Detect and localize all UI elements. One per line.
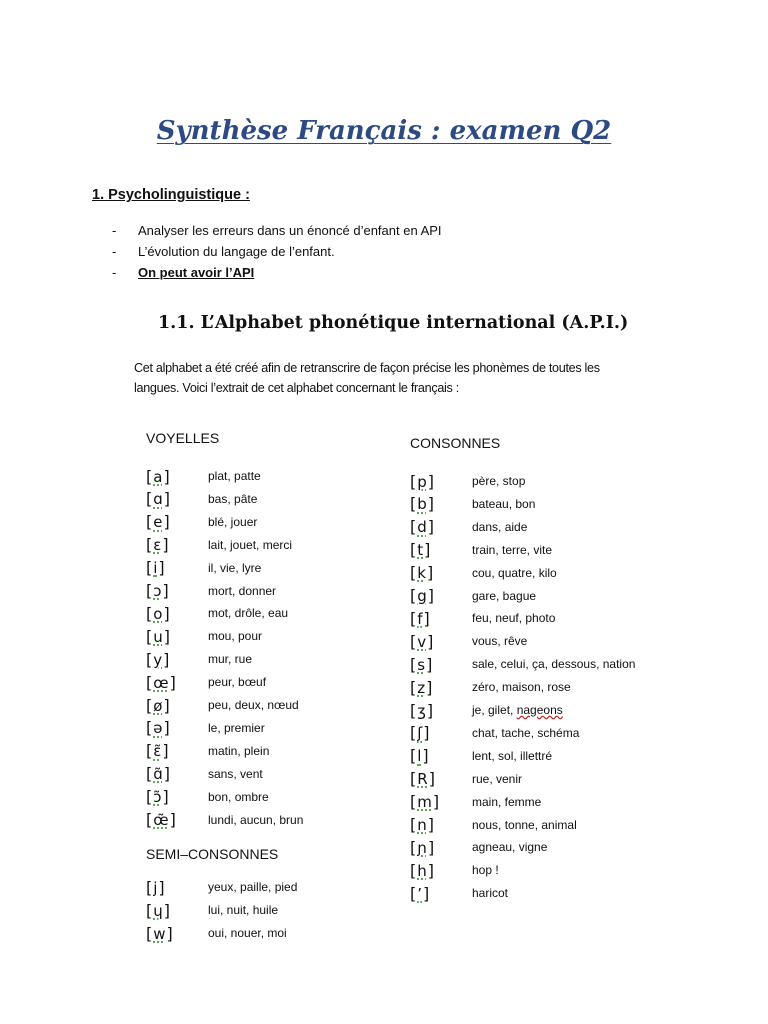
- ipa-symbol: [ɑ]: [146, 489, 171, 509]
- phoneme-row: [410, 470, 525, 492]
- ipa-symbol: [ə]: [146, 718, 170, 738]
- intro-paragraph: Cet alphabet a été créé afin de retranscrire de façon précise les phonèmes de toutes les langues. Voici l’extrait de cet alphabet concernant le français :: [134, 361, 600, 395]
- example-words: lui, nuit, huile: [208, 903, 279, 917]
- phoneme-row: [410, 585, 536, 607]
- phoneme-row: [410, 493, 535, 515]
- phoneme-row: [410, 745, 552, 767]
- example-words: nous, tonne, animal: [472, 817, 577, 832]
- phoneme-row: [146, 511, 257, 533]
- example-words: main, femme: [472, 794, 542, 809]
- phoneme-row: [146, 740, 269, 762]
- example-words: peu, deux, nœud: [208, 698, 299, 712]
- bullet-list: [112, 222, 442, 285]
- phoneme-row: [410, 630, 527, 652]
- example-words: hop !: [472, 863, 499, 878]
- example-words: yeux, paille, pied: [208, 880, 298, 894]
- phoneme-row: [410, 722, 579, 744]
- example-words: train, terre, vite: [472, 542, 553, 557]
- example-words: bateau, bon: [472, 496, 536, 511]
- example-words: chat, tache, schéma: [472, 725, 580, 740]
- example-words: il, vie, lyre: [208, 560, 262, 575]
- example-words: haricot: [472, 886, 509, 901]
- ipa-symbol: [f]: [410, 608, 430, 628]
- ipa-symbol: [ɲ]: [410, 837, 435, 857]
- phoneme-row: [146, 557, 261, 579]
- phoneme-row: [146, 465, 261, 487]
- consonants-heading: CONSONNES: [410, 435, 501, 451]
- ipa-symbol: [h]: [410, 860, 435, 880]
- ipa-symbol: [i]: [146, 558, 165, 578]
- ipa-symbol: [ɥ]: [146, 900, 171, 920]
- phoneme-row: [146, 488, 257, 510]
- phoneme-row: [146, 899, 278, 921]
- phoneme-row: [146, 876, 297, 898]
- phoneme-row: [146, 786, 269, 808]
- ipa-symbol: [a]: [146, 466, 170, 486]
- example-words: mou, pour: [208, 629, 263, 644]
- ipa-symbol: [p]: [410, 471, 435, 491]
- example-words: le, premier: [208, 720, 265, 735]
- example-words: bon, ombre: [208, 789, 269, 804]
- ipa-symbol: [j]: [146, 877, 165, 897]
- ipa-symbol: [u]: [146, 626, 171, 646]
- example-words: lundi, aucun, brun: [208, 812, 304, 827]
- example-words: lent, sol, illettré: [472, 748, 553, 763]
- ipa-symbol: [ɛ]: [146, 535, 169, 555]
- example-words: mort, donner: [208, 583, 277, 598]
- phoneme-row: [146, 922, 287, 944]
- ipa-symbol: [R]: [410, 769, 435, 789]
- phoneme-row: [410, 791, 541, 813]
- ipa-symbol: [k]: [410, 563, 434, 583]
- bullet-item: [112, 243, 442, 264]
- example-words: plat, patte: [208, 469, 261, 483]
- ipa-symbol: [t]: [410, 540, 431, 560]
- ipa-symbol: [n]: [410, 815, 435, 834]
- example-words: dans, aide: [472, 519, 528, 534]
- example-words: oui, nouer, moi: [208, 926, 287, 940]
- ipa-symbol: [o]: [146, 603, 170, 623]
- example-words: zéro, maison, rose: [472, 680, 571, 695]
- example-words: agneau, vigne: [472, 840, 548, 855]
- ipa-symbol: [œ̃]: [146, 810, 176, 829]
- example-words: sans, vent: [208, 766, 263, 781]
- phoneme-row: [410, 607, 555, 629]
- bullet-text: On peut avoir l’API: [138, 265, 255, 280]
- example-words: mot, drôle, eau: [208, 606, 289, 621]
- ipa-symbol: [b]: [410, 494, 435, 514]
- phoneme-row: [410, 814, 577, 836]
- semi-consonants-heading: SEMI–CONSONNES: [146, 846, 279, 862]
- example-words: lait, jouet, merci: [208, 537, 293, 552]
- spelling-flagged-word: nageons: [516, 703, 563, 717]
- ipa-symbol: [œ]: [146, 672, 176, 692]
- example-words: matin, plein: [208, 743, 270, 758]
- phoneme-row: [146, 580, 276, 602]
- example-words: blé, jouer: [208, 514, 258, 529]
- ipa-symbol: [ɑ̃]: [146, 764, 171, 784]
- phoneme-row: [410, 859, 499, 881]
- section-heading: 1. Psycholinguistique :: [92, 187, 250, 203]
- ipa-symbol: [ɛ̃]: [146, 741, 169, 761]
- ipa-symbol: [w]: [146, 923, 173, 943]
- example-words: vous, rêve: [472, 634, 528, 649]
- example-words: cou, quatre, kilo: [472, 565, 557, 580]
- bullet-text: Analyser les erreurs dans un énoncé d’enfant en API: [138, 223, 442, 238]
- ipa-symbol: [g]: [410, 586, 435, 605]
- bullet-item: [112, 264, 442, 285]
- example-words: sale, celui, ça, dessous, nation: [472, 657, 636, 672]
- example-words: rue, venir: [472, 771, 523, 786]
- bullet-item: [112, 222, 442, 243]
- ipa-symbol: [d]: [410, 517, 435, 537]
- ipa-symbol: [ʒ]: [410, 700, 434, 720]
- phoneme-row: [410, 653, 635, 675]
- ipa-symbol: [y]: [146, 649, 170, 669]
- phoneme-row: [410, 562, 557, 584]
- ipa-symbol: [s]: [410, 654, 433, 674]
- phoneme-row: [410, 836, 547, 858]
- phoneme-row: [410, 676, 571, 698]
- phoneme-row: [146, 625, 262, 647]
- phoneme-row: [410, 699, 563, 721]
- phoneme-row: [146, 694, 299, 716]
- example-words: peur, bœuf: [208, 675, 267, 690]
- example-words: mur, rue: [208, 652, 253, 667]
- ipa-symbol: [z]: [410, 677, 433, 697]
- example-words: bas, pâte: [208, 491, 258, 506]
- bullet-dash: -: [112, 244, 117, 259]
- bullet-text: L’évolution du langage de l’enfant.: [138, 244, 335, 259]
- phoneme-row: [146, 648, 252, 670]
- document-title: Synthèse Français : examen Q2: [156, 116, 612, 146]
- phoneme-row: [146, 809, 303, 831]
- example-words: gare, bague: [472, 588, 537, 603]
- ipa-symbol: [e]: [146, 512, 170, 532]
- vowels-heading: VOYELLES: [146, 430, 220, 446]
- ipa-symbol: [ɔ]: [146, 581, 169, 600]
- ipa-symbol: [ʃ]: [410, 723, 430, 743]
- phoneme-row: [410, 882, 508, 904]
- ipa-symbol: [v]: [410, 631, 434, 651]
- bullet-dash: -: [112, 223, 117, 238]
- phoneme-row: [410, 768, 522, 790]
- ipa-symbol: [ø]: [146, 695, 170, 715]
- bullet-dash: -: [112, 265, 117, 280]
- example-words: je, gilet, nageons: [472, 703, 563, 717]
- example-words: feu, neuf, photo: [472, 611, 556, 626]
- phoneme-row: [410, 539, 552, 561]
- ipa-symbol: [ɔ̃]: [146, 787, 169, 807]
- phoneme-row: [410, 516, 527, 538]
- ipa-symbol: [m]: [410, 792, 440, 812]
- phoneme-row: [146, 717, 265, 739]
- phoneme-row: [146, 671, 266, 693]
- phoneme-row: [146, 602, 288, 624]
- subsection-title: 1.1. L’Alphabet phonétique international (A.P.I.): [158, 313, 629, 333]
- phoneme-row: [146, 763, 263, 785]
- example-words: père, stop: [472, 474, 526, 488]
- ipa-symbol: [ʼ]: [410, 883, 430, 903]
- ipa-symbol: [l]: [410, 746, 429, 766]
- phoneme-row: [146, 534, 292, 556]
